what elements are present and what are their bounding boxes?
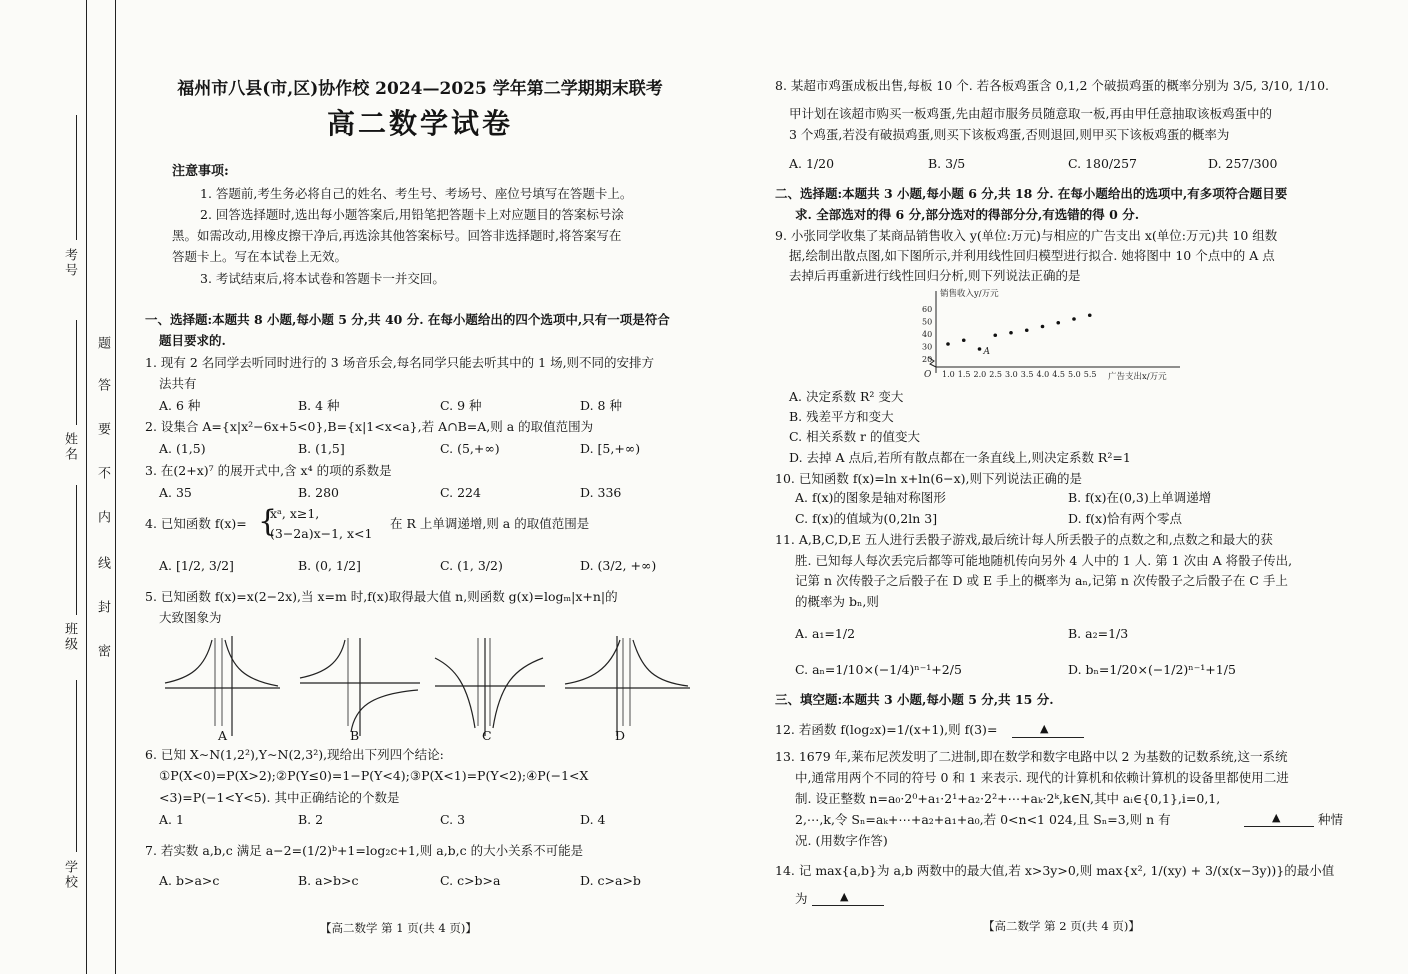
q13-stem-cont: 种情 bbox=[1318, 812, 1344, 827]
seal-char: 题 bbox=[95, 336, 110, 351]
notice-line: 2. 回答选择题时,选出每小题答案后,用铅笔把答题卡上对应题目的答案标号涂 bbox=[200, 207, 624, 222]
q2-option: A. (1,5) bbox=[159, 441, 206, 456]
q4-brace: { bbox=[258, 504, 278, 539]
seal-char: 答 bbox=[95, 378, 110, 393]
x-tick-label: 5.0 bbox=[1068, 370, 1081, 379]
seal-char: 密 bbox=[95, 644, 110, 659]
section-2-heading: 二、选择题:本题共 3 小题,每小题 6 分,共 18 分. 在每小题给出的选项中,有多项符合题目要 bbox=[775, 186, 1288, 201]
margin-label-exam-no: 考号 bbox=[62, 248, 77, 278]
q12-stem: 12. 若函数 f(log₂x)=1/(x+1),则 f(3)= bbox=[775, 722, 998, 737]
q2-stem: 2. 设集合 A={x|x²−6x+5<0},B={x|1<x<a},若 A∩B=A,则 a 的取值范围为 bbox=[145, 419, 594, 434]
q9-option: B. 残差平方和变大 bbox=[789, 409, 894, 424]
q8-stem-cont: 甲计划在该超市购买一板鸡蛋,先由超市服务员随意取一板,再由甲任意抽取该板鸡蛋中的 bbox=[789, 106, 1272, 121]
q10-option: C. f(x)的值域为(0,2ln 3] bbox=[795, 511, 938, 526]
q14-blank-mark: ▲ bbox=[840, 890, 849, 903]
x-tick-label: 1.5 bbox=[957, 370, 971, 379]
margin-line-right bbox=[115, 0, 116, 974]
x-tick-label: 5.5 bbox=[1083, 370, 1097, 379]
point-a-label: A bbox=[983, 347, 990, 357]
q8-option: B. 3/5 bbox=[928, 156, 966, 171]
y-tick-label: 60 bbox=[922, 305, 933, 314]
seal-char: 封 bbox=[95, 600, 110, 615]
scatter-point bbox=[946, 342, 950, 346]
q13-answer-blank bbox=[1244, 826, 1314, 827]
margin-blank-exam-no bbox=[76, 115, 77, 240]
q7-option: A. b>a>c bbox=[159, 873, 220, 888]
q7-option: D. c>a>b bbox=[580, 873, 641, 888]
y-tick-label: 30 bbox=[922, 342, 933, 352]
q11-option: B. a₂=1/3 bbox=[1068, 626, 1129, 641]
q6-stem: 6. 已知 X∼N(1,2²),Y∼N(2,3²),现给出下列四个结论: bbox=[145, 747, 444, 762]
chart-origin: O bbox=[924, 370, 932, 380]
q1-option: A. 6 种 bbox=[159, 398, 201, 413]
scatter-point bbox=[1041, 325, 1045, 329]
x-tick-label: 3.5 bbox=[1020, 370, 1034, 379]
x-axis-title: 广告支出x/万元 bbox=[1108, 372, 1167, 382]
q13-blank-mark: ▲ bbox=[1272, 811, 1281, 824]
seal-char: 要 bbox=[95, 422, 110, 437]
q9-stem-cont: 去掉后再重新进行线性回归分析,则下列说法正确的是 bbox=[789, 268, 1081, 283]
q12-answer-blank bbox=[1012, 737, 1084, 738]
q6-stem-cont: ①P(X<0)=P(X>2);②P(Y≤0)=1−P(Y<4);③P(X<1)=P(Y<2);④P(−1<X bbox=[159, 768, 589, 783]
y-tick-label: 40 bbox=[922, 330, 933, 339]
q11-option: C. aₙ=1/10×(−1/4)ⁿ⁻¹+2/5 bbox=[795, 662, 962, 677]
q6-option: B. 2 bbox=[298, 812, 324, 827]
notice-line: 1. 答题前,考生务必将自己的姓名、考生号、考场号、座位号填写在答题卡上。 bbox=[200, 186, 633, 201]
q9-stem: 9. 小张同学收集了某商品销售收入 y(单位:万元)与相应的广告支出 x(单位:万元)共 10 组数 bbox=[775, 228, 1278, 243]
q4-option: D. (3/2, +∞) bbox=[580, 558, 657, 573]
margin-label-name: 姓名 bbox=[62, 432, 77, 462]
q8-option: D. 257/300 bbox=[1208, 156, 1278, 171]
q7-option: C. c>b>a bbox=[440, 873, 501, 888]
seal-char: 不 bbox=[95, 466, 110, 481]
scatter-point-a bbox=[978, 347, 982, 351]
q9-option: A. 决定系数 R² 变大 bbox=[789, 389, 904, 404]
q3-option: A. 35 bbox=[159, 485, 192, 500]
notice-line: 黑。如需改动,用橡皮擦干净后,再选涂其他答案标号。回答非选择题时,将答案写在 bbox=[172, 228, 622, 243]
notice-line: 答题卡上。写在本试卷上无效。 bbox=[172, 249, 348, 264]
q10-option: A. f(x)的图象是轴对称图形 bbox=[795, 490, 946, 505]
q11-option: D. bₙ=1/20×(−1/2)ⁿ⁻¹+1/5 bbox=[1068, 662, 1236, 677]
q12-blank-mark: ▲ bbox=[1040, 722, 1049, 735]
q8-option: A. 1/20 bbox=[789, 156, 835, 171]
seal-char: 内 bbox=[95, 510, 110, 525]
q1-stem: 1. 现有 2 名同学去听同时进行的 3 场音乐会,每名同学只能去听其中的 1 场,则不同的安排方 bbox=[145, 355, 655, 370]
page-1-footer: 【高二数学 第 1 页(共 4 页)】 bbox=[320, 921, 477, 935]
q6-option: D. 4 bbox=[580, 812, 606, 827]
q4-stem-cont: 在 R 上单调递增,则 a 的取值范围是 bbox=[390, 516, 590, 531]
section-1-heading-cont: 题目要求的. bbox=[159, 333, 226, 348]
margin-blank-name bbox=[76, 320, 77, 425]
q11-option: A. a₁=1/2 bbox=[795, 626, 856, 641]
q14-answer-blank bbox=[812, 905, 884, 906]
scatter-point bbox=[1009, 331, 1013, 335]
section-2-heading-cont: 求. 全部选对的得 6 分,部分选对的得部分分,有选错的得 0 分. bbox=[795, 207, 1140, 222]
q8-option: C. 180/257 bbox=[1068, 156, 1137, 171]
q6-option: A. 1 bbox=[159, 812, 184, 827]
margin-blank-school bbox=[76, 680, 77, 852]
scatter-point bbox=[993, 333, 997, 337]
q1-option: D. 8 种 bbox=[580, 398, 622, 413]
q1-option: B. 4 种 bbox=[298, 398, 340, 413]
margin-blank-class bbox=[76, 485, 77, 615]
q4-stem: 4. 已知函数 f(x)= bbox=[145, 516, 247, 531]
x-tick-label: 2.0 bbox=[973, 370, 987, 379]
section-1-heading: 一、选择题:本题共 8 小题,每小题 5 分,共 40 分. 在每小题给出的四个选项中,只有一项是符合 bbox=[145, 312, 670, 327]
x-tick-label: 2.5 bbox=[989, 370, 1002, 379]
q9-option: C. 相关系数 r 的值变大 bbox=[789, 429, 920, 444]
q13-stem-cont: 制. 设正整数 n=a₀·2⁰+a₁·2¹+a₂·2²+⋯+aₖ·2ᵏ,k∈N,其中 aᵢ∈{0,1},i=0,1, bbox=[795, 791, 1221, 806]
q6-option: C. 3 bbox=[440, 812, 466, 827]
q1-option: C. 9 种 bbox=[440, 398, 482, 413]
margin-label-class: 班级 bbox=[62, 622, 77, 652]
q9-option: D. 去掉 A 点后,若所有散点都在一条直线上,则决定系数 R²=1 bbox=[789, 450, 1131, 465]
q14-stem-cont: 为 bbox=[795, 891, 808, 906]
q13-stem: 13. 1679 年,莱布尼茨发明了二进制,即在数学和数字电路中以 2 为基数的记数系统,这一系统 bbox=[775, 749, 1288, 764]
q5-graph-label: B bbox=[350, 728, 360, 743]
q10-option: B. f(x)在(0,3)上单调递增 bbox=[1068, 490, 1212, 505]
notice-heading: 注意事项: bbox=[172, 164, 229, 179]
q3-option: B. 280 bbox=[298, 485, 339, 500]
q5-graph-label: C bbox=[482, 728, 492, 743]
y-axis-title: 销售收入y/万元 bbox=[940, 289, 999, 299]
q13-stem-cont: 况. (用数字作答) bbox=[795, 833, 888, 848]
scatter-point bbox=[1056, 321, 1060, 325]
y-tick-label: 50 bbox=[922, 317, 933, 327]
q4-option: B. (0, 1/2] bbox=[298, 558, 361, 573]
x-tick-label: 1.0 bbox=[942, 370, 955, 379]
q5-stem: 5. 已知函数 f(x)=x(2−2x),当 x=m 时,f(x)取得最大值 n,则函数 g(x)=logₘ|x+n|的 bbox=[145, 589, 618, 604]
page-2-footer: 【高二数学 第 2 页(共 4 页)】 bbox=[983, 919, 1140, 933]
q9-stem-cont: 据,绘制出散点图,如下图所示,并利用线性回归模型进行拟合. 她将图中 10 个点中的 A 点 bbox=[789, 248, 1275, 263]
scatter-point bbox=[1088, 313, 1092, 317]
q11-stem-cont: 记第 n 次传骰子之后骰子在 D 或 E 手上的概率为 aₙ,记第 n 次传骰子之后骰子在 C 手上 bbox=[795, 573, 1288, 588]
scatter-point bbox=[1025, 328, 1029, 332]
q5-stem-cont: 大致图象为 bbox=[159, 610, 222, 625]
q2-option: D. [5,+∞) bbox=[580, 441, 641, 456]
q4-piece: xᵃ, x≥1, bbox=[270, 506, 320, 521]
exam-title: 高二数学试卷 bbox=[326, 107, 513, 140]
q7-option: B. a>b>c bbox=[298, 873, 359, 888]
y-tick-label: 20 bbox=[922, 355, 933, 364]
q8-stem-cont: 3 个鸡蛋,若没有破损鸡蛋,则买下该板鸡蛋,否则退回,则甲买下该板鸡蛋的概率为 bbox=[789, 127, 1230, 142]
q3-stem: 3. 在(2+x)⁷ 的展开式中,含 x⁴ 的项的系数是 bbox=[145, 463, 392, 478]
section-3-heading: 三、填空题:本题共 3 小题,每小题 5 分,共 15 分. bbox=[775, 692, 1054, 707]
q5-graph-label: D bbox=[615, 728, 626, 743]
q3-option: C. 224 bbox=[440, 485, 481, 500]
margin-label-school: 学校 bbox=[62, 860, 77, 890]
q11-stem-cont: 的概率为 bₙ,则 bbox=[795, 594, 879, 609]
scatter-point bbox=[962, 338, 966, 342]
q13-stem-cont: 中,通常用两个不同的符号 0 和 1 来表示. 现代的计算机和依赖计算机的设备里都使用二进 bbox=[795, 770, 1289, 785]
q2-option: B. (1,5] bbox=[298, 441, 345, 456]
q10-option: D. f(x)恰有两个零点 bbox=[1068, 511, 1182, 526]
q13-stem-cont: 2,⋯,k,令 Sₙ=aₖ+⋯+a₂+a₁+a₀,若 0<n<1 024,且 Sₙ=3,则 n 有 bbox=[795, 812, 1171, 827]
q4-option: A. [1/2, 3/2] bbox=[159, 558, 234, 573]
q7-stem: 7. 若实数 a,b,c 满足 a−2=(1/2)ᵇ+1=log₂c+1,则 a,b,c 的大小关系不可能是 bbox=[145, 843, 584, 858]
q6-stem-cont: <3)=P(−1<Y<5). 其中正确结论的个数是 bbox=[159, 790, 400, 805]
q9-scatter-chart bbox=[910, 285, 1200, 385]
q8-stem: 8. 某超市鸡蛋成板出售,每板 10 个. 若各板鸡蛋含 0,1,2 个破损鸡蛋的概率分别为 3/5, 3/10, 1/10. bbox=[775, 78, 1330, 93]
x-tick-label: 4.0 bbox=[1036, 370, 1050, 379]
q5-graph-label: A bbox=[218, 728, 228, 743]
exam-title-line: 福州市八县(市,区)协作校 2024—2025 学年第二学期期末联考 bbox=[177, 79, 663, 99]
x-tick-label: 3.0 bbox=[1005, 370, 1018, 379]
q2-option: C. (5,+∞) bbox=[440, 441, 500, 456]
q11-stem-cont: 胜. 已知每人每次丢完后都等可能地随机传向另外 4 人中的 1 人. 第 1 次由 A 将骰子传出, bbox=[795, 553, 1293, 568]
q1-stem-cont: 法共有 bbox=[159, 376, 197, 391]
q4-option: C. (1, 3/2) bbox=[440, 558, 503, 573]
x-tick-label: 4.5 bbox=[1052, 370, 1065, 379]
notice-line: 3. 考试结束后,将本试卷和答题卡一并交回。 bbox=[200, 271, 445, 286]
margin-line-left bbox=[86, 0, 87, 974]
q3-option: D. 336 bbox=[580, 485, 622, 500]
q14-stem: 14. 记 max{a,b}为 a,b 两数中的最大值,若 x>3y>0,则 max{x², 1/(xy) + 3/(x(x−3y))}的最小值 bbox=[775, 863, 1335, 878]
q10-stem: 10. 已知函数 f(x)=ln x+ln(6−x),则下列说法正确的是 bbox=[775, 471, 1083, 486]
q4-piece: (3−2a)x−1, x<1 bbox=[270, 526, 373, 541]
q11-stem: 11. A,B,C,D,E 五人进行丢骰子游戏,最后统计每人所丢骰子的点数之和,点数之和最大的获 bbox=[775, 532, 1273, 547]
scatter-point bbox=[1072, 317, 1076, 321]
seal-char: 线 bbox=[95, 556, 110, 571]
